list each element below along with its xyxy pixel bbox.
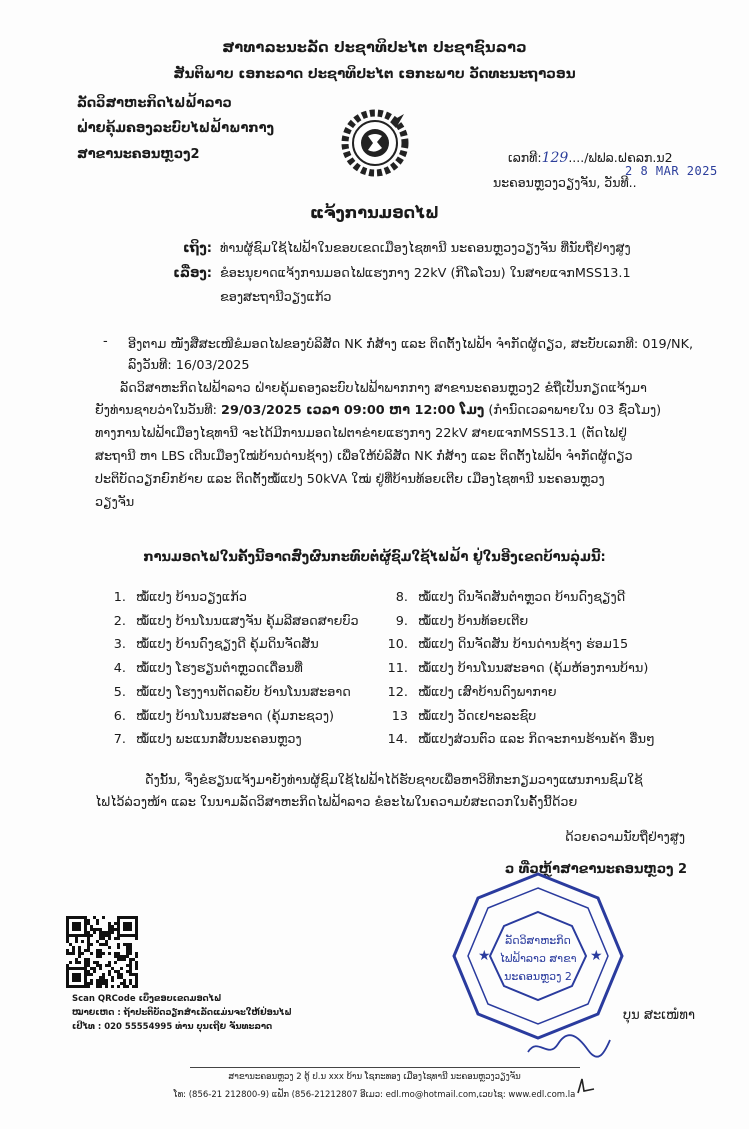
document-title: ແຈ້ງການມອດໄຟ [309, 203, 440, 222]
area-item: 4. ໝໍ້ແປງ ໂຮງຮຽນຕຳຫຼວດເດື່ອນທີ່ [113, 661, 303, 677]
national-header-line2: ສັນຕິພາບ ເອກະລາດ ປະຊາທິປະໄຕ ເອກະພາບ ວັດທະນະຖາວອນ [173, 66, 576, 82]
signer-name: ບຸນ ສະເໜໍທາ [623, 1008, 695, 1023]
official-stamp [450, 868, 626, 1044]
closing-paragraph: ດັ່ງນັ້ນ, ຈຶ່ງຂໍຮຽນແຈ້ງມາຍັງທ່ານຜູ້ຊົມໃຊ້ໄຟຟ້າໄດ້ຮັບຊາບເພື່ອຫາວິທີກະກຽມວາງແຜນການຊົມໃຊ້ ໄຟໄວ້ລ່ວງໜ້າ ແລະ ໃນນາມລັດວິສາຫະກິດໄຟຟ້າລາວ ຂໍອະໄພໃນຄວາມບໍ່ສະດວກໃນຄັ້ງນີ້ດ້ວຍ [95, 773, 643, 810]
area-item: 12. ໝໍ້ແປງ ເສົາບ້ານດົງພາກາຍ [387, 684, 557, 700]
qr-code[interactable] [66, 916, 138, 988]
body-line6: ວຽງຈັນ [95, 495, 135, 510]
signature [524, 1032, 614, 1066]
handwritten-number: 129 [541, 150, 569, 166]
reference-number: ເລກທີ:129..../ຟຟລ.ຝຄລກ.ນ2 [508, 150, 673, 166]
to-label: ເຖິງ: [182, 241, 212, 256]
area-item: 5. ໝໍ້ແປງ ໂຮງງານຕັດລຍັບ ບ້ານໂນນສະອາດ [113, 684, 351, 700]
date-stamp: 2 8 MAR 2025 [625, 164, 718, 178]
footer-initial [574, 1075, 598, 1101]
body-line4: ສະຖານີ ຫາ LBS ເດີນເມືອງໃໝ່ບ້ານດ່ານຊ້າງ) ເພື່ອໃຫ້ບໍລິສັດ NK ກໍ່ສ້າງ ແລະ ຕິດຕັ້ງໄຟຟ້າ ຈຳກັດຜູ້ດຽວ [95, 449, 633, 464]
qr-caption-phone: ເປີໄທ : 020 55554995 ທ່ານ ບຸນເຖີຍ ຈັນທະລາດ [72, 1022, 273, 1032]
subject-line2: ຂອງສະຖານີວຽງແກ້ວ [220, 290, 332, 305]
stamp-line2: ໄຟຟ້າລາວ ສາຂາ [499, 952, 577, 965]
qr-caption-note: ໝາຍເຫດ : ຖ້າປະຕິບັດວຽກສຳເລັດແມ່ນຈະໃຫ້ຢ່ອນໄຟ [72, 1008, 292, 1018]
body-line1: ລັດວິສາຫະກິດໄຟຟ້າລາວ ຝ່າຍຄຸ້ມຄອງລະບົບໄຟຟ້າພາກກາງ ສາຂານະຄອນຫຼວງ2 ຂໍຖືເປັນກຽດແຈ້ງມາ [120, 381, 647, 396]
outage-time: 29/03/2025 ເວລາ 09:00 ຫາ 12:00 ໂມງ [221, 403, 485, 418]
stamp-line3: ນະຄອນຫຼວງ 2 [504, 970, 572, 983]
edl-logo [338, 106, 412, 180]
qr-caption-scan: Scan QRCode ເບິ່ງຂອບເຂດມອດໄຟ [72, 994, 222, 1004]
subject-line1: ຂໍອະນຸຍາດແຈ້ງການມອດໄຟແຮງກາງ 22kV (ກິໂລໂວນ) ໃນສາຍແຈກMSS13.1 [220, 266, 631, 281]
area-item: 7. ໝໍ້ແປງ ພະແນກສັບນະຄອນຫຼວງ [113, 732, 302, 748]
reference-bullet: - [103, 334, 108, 349]
body-line2: ຍັງທ່ານຊາບວ່າໃນວັນທີ: 29/03/2025 ເວລາ 09:00 ຫາ 12:00 ໂມງ (ກຳນົດເວລາພາຍໃນ 03 ຊົ່ວໂມງ) [95, 403, 662, 418]
org-name: ລັດວິສາຫະກິດໄຟຟ້າລາວ [77, 96, 232, 111]
area-item: 8. ໝໍ້ແປງ ດິນຈັດສັນຕຳຫຼວດ ບ້ານດົງຊຽງດີ [395, 590, 626, 605]
footer-divider [190, 1067, 580, 1068]
area-item: 6. ໝໍ້ແປງ ບ້ານໂນນສະອາດ (ຄຸ້ມກະຊວງ) [113, 708, 335, 724]
place-date: ນະຄອນຫຼວງວຽງຈັນ, ວັນທີ.. [493, 175, 637, 190]
regards: ດ້ວຍຄວາມນັບຖືຢ່າງສູງ [565, 830, 685, 845]
area-item: 14. ໝໍ້ແປງສ່ວນຕົວ ແລະ ກິດຈະການຮ້ານຄ້າ ອື່ນໆ [387, 732, 655, 748]
subject-label: ເລື່ອງ: [173, 266, 212, 281]
footer-contact: ໂທ: (856-21 212800-9) ແຟັກ (856-21212807 ອີເມວ: edl.mo@hotmail.com,ເວບໄຊ: www.edl.com.la [173, 1090, 576, 1100]
org-branch: ສາຂານະຄອນຫຼວງ2 [77, 147, 200, 162]
body-line5: ປະຕິບັດວຽກຍົກຍ້າຍ ແລະ ຕິດຕັ້ງໝໍ້ແປງ 50kVA ໃໝ່ ຢູ່ທີ່ບ້ານທ້ອຍເຕີຍ ເມືອງໄຊທານີ ນະຄອນຫຼວງ [95, 472, 605, 487]
reference-note: ອີງຕາມ ໜັງສືສະເໜີຂໍມອດໄຟຂອງບໍລິສັດ NK ກໍ່ສ້າງ ແລະ ຕິດຕັ້ງໄຟຟ້າ ຈຳກັດຜູ້ດຽວ, ສະບັບເລກທີ: 019/NK, ລົງວັນທີ: 16/03/2025 [128, 337, 694, 373]
areas-list-left [100, 586, 359, 752]
national-header-line1: ສາທາລະນະລັດ ປະຊາທິປະໄຕ ປະຊາຊົນລາວ [222, 40, 527, 56]
area-item: 3. ໝໍ້ແປງ ບ້ານດົງຊຽງດີ ຄຸ້ມດິນຈັດສັນ [113, 637, 319, 653]
areas-list-title: ການມອດໄຟໃນຄັ້ງນີ້ອາດສົ່ງຜົນກະທົບຕໍ່ຜູ້ຊົມໃຊ້ໄຟຟ້າ ຢູ່ໃນອີງເຂດບ້ານລຸ່ມນີ້: [143, 550, 606, 565]
areas-list-right [382, 586, 655, 752]
area-item: 1. ໝໍ້ແປງ ບ້ານວຽງແກ້ວ [113, 590, 247, 605]
to-text: ທ່ານຜູ້ຊົມໃຊ້ໄຟຟ້າໃນຂອບເຂດເມືອງໄຊທານີ ນະຄອນຫຼວງວຽງຈັນ ທີ່ນັບຖືຢ່າງສູງ [220, 241, 631, 256]
svg-text:★: ★ [478, 948, 491, 964]
area-item: 11. ໝໍ້ແປງ ບ້ານໂນນສະອາດ (ຄຸ້ມຫ້ອງການບ້ານ) [387, 661, 649, 677]
body-line3: ທາງການໄຟຟ້າເມືອງໄຊທານີ ຈະໄດ້ມີການມອດໄຟຕາຂ່າຍແຮງກາງ 22kV ສາຍແຈກMSS13.1 (ຕັດໄຟຢູ່ [95, 426, 627, 441]
area-item: 10. ໝໍ້ແປງ ດິນຈັດສັນ ບ້ານດ່ານຊ້າງ ຮ່ອມ15 [387, 637, 629, 653]
area-item: 13 ໝໍ້ແປງ ວັດເຢາະລະຊົບ [391, 708, 537, 724]
area-item: 2. ໝໍ້ແປງ ບ້ານໂນນແສງຈັນ ຄຸ້ມລີສອດສາຍບົວ [113, 613, 359, 629]
signatory-title: ວ ທີ່ວຫຼ້າສາຂານະຄອນຫຼວງ 2 [505, 862, 688, 877]
stamp-line1: ລັດວິສາຫະກິດ [505, 934, 571, 947]
footer-address: ສາຂານະຄອນຫຼວງ 2 ຕູ້ ປ.ນ xxx ບ້ານ ໂຊກະທອງ ເມືອງໄຊທານີ ນະຄອນຫຼວງວຽງຈັນ [228, 1072, 521, 1082]
svg-text:★: ★ [590, 948, 603, 964]
area-item: 9. ໝໍ້ແປງ ບ້ານທ້ອຍເຕີຍ [395, 613, 529, 629]
org-division: ຝ່າຍຄຸ້ມຄອງລະບົບໄຟຟ້າພາກາງ [77, 121, 274, 136]
